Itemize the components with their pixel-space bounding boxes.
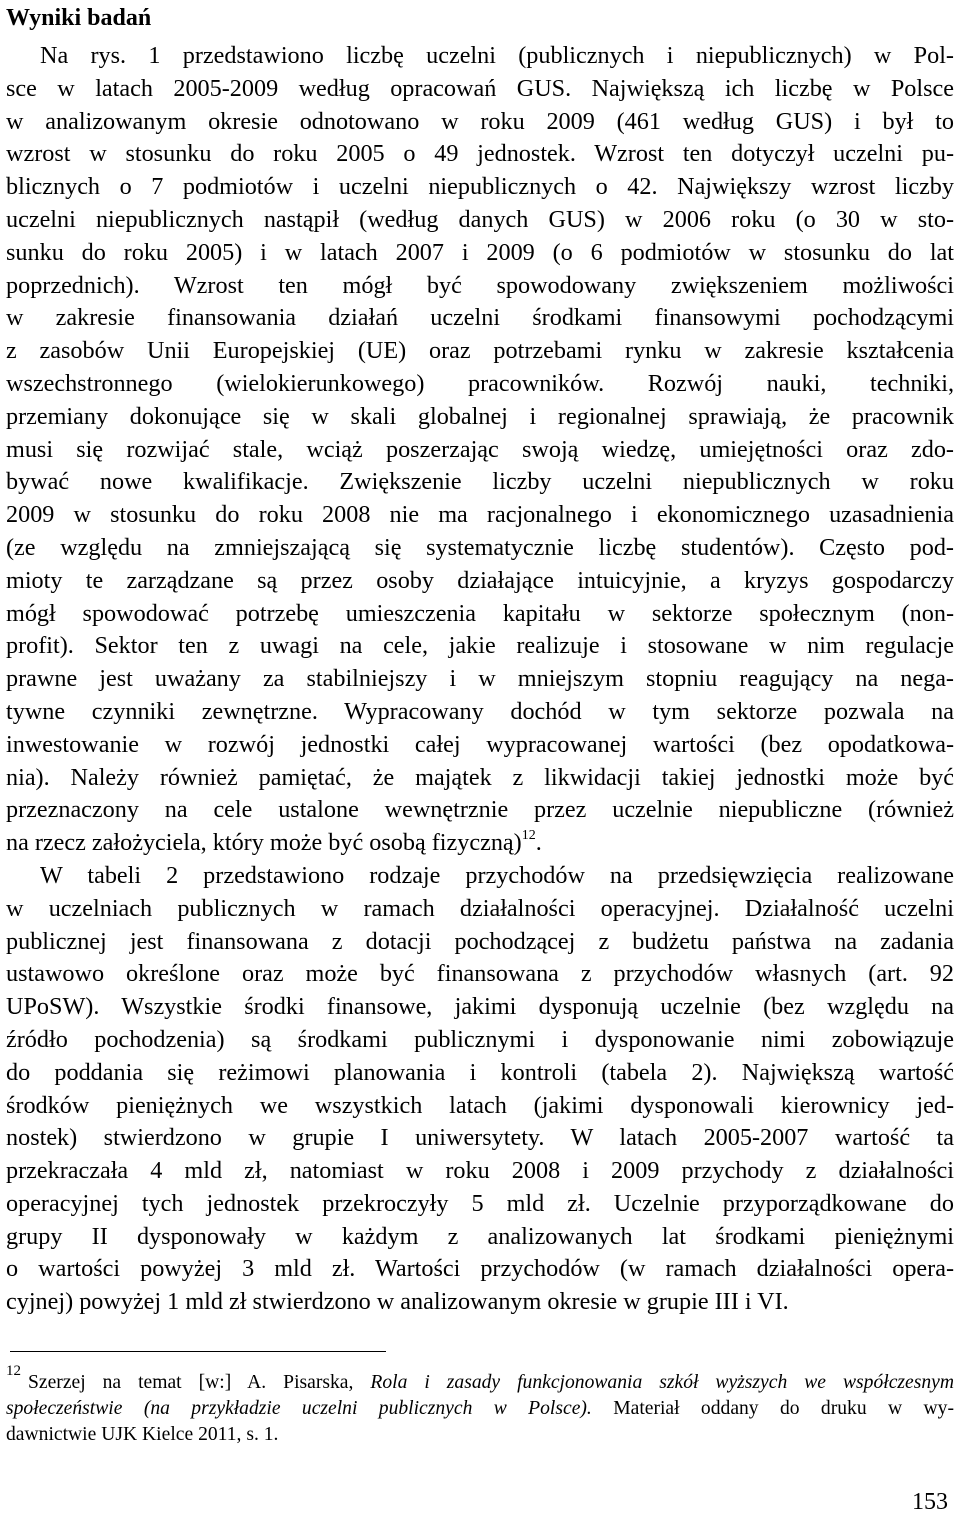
text-line: o wartości powyżej 3 mld zł. Wartości przychodów (w ramach działalności opera- xyxy=(6,1255,954,1283)
paragraph-1 xyxy=(6,40,954,860)
text-line: źródło pochodzenia) są środkami publicznymi i dysponowanie nimi zobowiązuje xyxy=(6,1025,954,1053)
text-line: nostek) stwierdzono w grupie I uniwersytety. W latach 2005-2007 wartość ta xyxy=(6,1124,954,1152)
text-line: musi się rozwijać stale, wciąż poszerzając swoją wiedzę, umiejętności oraz zdo- xyxy=(6,435,954,463)
text-line: profit). Sektor ten z uwagi na cele, jakie realizuje i stosowane w nim regulacje xyxy=(6,632,954,660)
footnote-title: Rola i zasady funkcjonowania szkół wyższych we współczesnym xyxy=(370,1372,954,1393)
section-heading: Wyniki badań xyxy=(6,5,152,31)
text-line: wszechstronnego (wielokierunkowego) pracowników. Rozwój nauki, techniki, xyxy=(6,369,954,397)
text-line: UPoSW). Wszystkie środki finansowe, jakimi dysponują uczelnie (bez względu na xyxy=(6,993,954,1021)
text-line: mioty te zarządzane są przez osoby działające intuicyjnie, a kryzys gospodarczy xyxy=(6,566,954,594)
text-line: publicznej jest finansowana z dotacji pochodzącej z budżetu państwa na zadania xyxy=(6,927,954,955)
text-line: operacyjnej tych jednostek przekroczyły 5 mld zł. Uczelnie przyporządkowane do xyxy=(6,1189,954,1217)
text-line: uczelni niepublicznych nastąpił (według danych GUS) w 2006 roku (o 30 w sto- xyxy=(6,205,954,233)
footnote-line xyxy=(6,1396,954,1422)
text-line: do poddania się reżimowi planowania i kontroli (tabela 2). Największą wartość xyxy=(6,1058,954,1086)
footnote-number: 12 xyxy=(6,1363,21,1379)
text-line: przekraczała 4 mld zł, natomiast w roku 2008 i 2009 przychody z działalności xyxy=(6,1157,954,1185)
text-line: mógł spowodować potrzebę umieszczenia kapitału w sektorze społecznym (non- xyxy=(6,599,954,627)
footnote-line: dawnictwie UJK Kielce 2011, s. 1. xyxy=(6,1424,279,1445)
footnote-text: Szerzej na temat [w:] A. Pisarska, xyxy=(28,1372,371,1393)
footnote xyxy=(6,1363,955,1448)
footnote-line xyxy=(6,1370,954,1396)
text-line: przemiany dokonujące się w skali globalnej i regionalnej sprawiają, że pracownik xyxy=(6,402,954,430)
text-line: przeznaczony na cele ustalone wewnętrznie przez uczelnie niepubliczne (również xyxy=(6,796,954,824)
footnote-reference[interactable]: 12 xyxy=(521,828,536,844)
footnote-separator xyxy=(10,1351,386,1352)
text-line: poprzednich). Wzrost ten mógł być spowodowany zwiększeniem możliwości xyxy=(6,271,954,299)
text-line: sunku do roku 2005) i w latach 2007 i 2009 (o 6 podmiotów w stosunku do lat xyxy=(6,238,954,266)
text-line: (ze względu na zmniejszającą się systematycznie liczbę studentów). Często pod- xyxy=(6,533,954,561)
text-line: z zasobów Unii Europejskiej (UE) oraz potrzebami rynku w zakresie kształcenia xyxy=(6,337,954,365)
text-line: nia). Należy również pamiętać, że majątek z likwidacji takiej jednostki może być xyxy=(6,763,954,791)
text-line: grupy II dysponowały w każdym z analizowanych lat środkami pieniężnymi xyxy=(6,1222,954,1250)
text-line xyxy=(6,827,954,860)
text-line: tywne czynniki zewnętrzne. Wypracowany dochód w tym sektorze pozwala na xyxy=(6,697,954,725)
text-line: w zakresie finansowania działań uczelni środkami finansowymi pochodzącymi xyxy=(6,304,954,332)
text-line: prawne jest uważany za stabilniejszy i w mniejszym stopniu reagujący na nega- xyxy=(6,665,954,693)
text-line: bywać nowe kwalifikacje. Zwiększenie liczby uczelni niepublicznych w roku xyxy=(6,468,954,496)
text-line: wzrost w stosunku do roku 2005 o 49 jednostek. Wzrost ten dotyczył uczelni pu- xyxy=(6,140,954,168)
text-line: inwestowanie w rozwój jednostki całej wypracowanej wartości (bez opodatkowa- xyxy=(6,730,954,758)
footnote-text: Materiał oddany do druku w wy- xyxy=(591,1398,955,1419)
text-line: Na rys. 1 przedstawiono liczbę uczelni (publicznych i niepublicznych) w Pol- xyxy=(40,42,954,69)
page-number: 153 xyxy=(912,1489,948,1515)
text-fragment: na rzecz założyciela, który może być osobą fizyczną) xyxy=(6,829,522,857)
text-line: W tabeli 2 przedstawiono rodzaje przychodów na przedsięwzięcia realizowane xyxy=(40,861,954,889)
paragraph-2 xyxy=(6,860,954,1319)
footnote-title: społeczeństwie (na przykładzie uczelni publicznych w Polsce). xyxy=(6,1398,592,1419)
text-line: w uczelniach publicznych w ramach działalności operacyjnej. Działalność uczelni xyxy=(6,894,954,922)
text-line: w analizowanym okresie odnotowano w roku 2009 (461 według GUS) i był to xyxy=(6,107,954,135)
text-line: ustawowo określone oraz może być finansowana z przychodów własnych (art. 92 xyxy=(6,960,954,988)
text-line: cyjnej) powyżej 1 mld zł stwierdzono w analizowanym okresie w grupie III i VI. xyxy=(6,1288,789,1316)
text-line: środków pieniężnych we wszystkich latach (jakimi dysponowali kierownicy jed- xyxy=(6,1091,954,1119)
body-text xyxy=(6,40,954,1319)
text-line: sce w latach 2005-2009 według opracowań GUS. Największą ich liczbę w Polsce xyxy=(6,74,954,102)
text-line: 2009 w stosunku do roku 2008 nie ma racjonalnego i ekonomicznego uzasadnienia xyxy=(6,501,954,529)
text-fragment: . xyxy=(535,829,542,857)
text-line: blicznych o 7 podmiotów i uczelni niepublicznych o 42. Największy wzrost liczby xyxy=(6,173,954,201)
